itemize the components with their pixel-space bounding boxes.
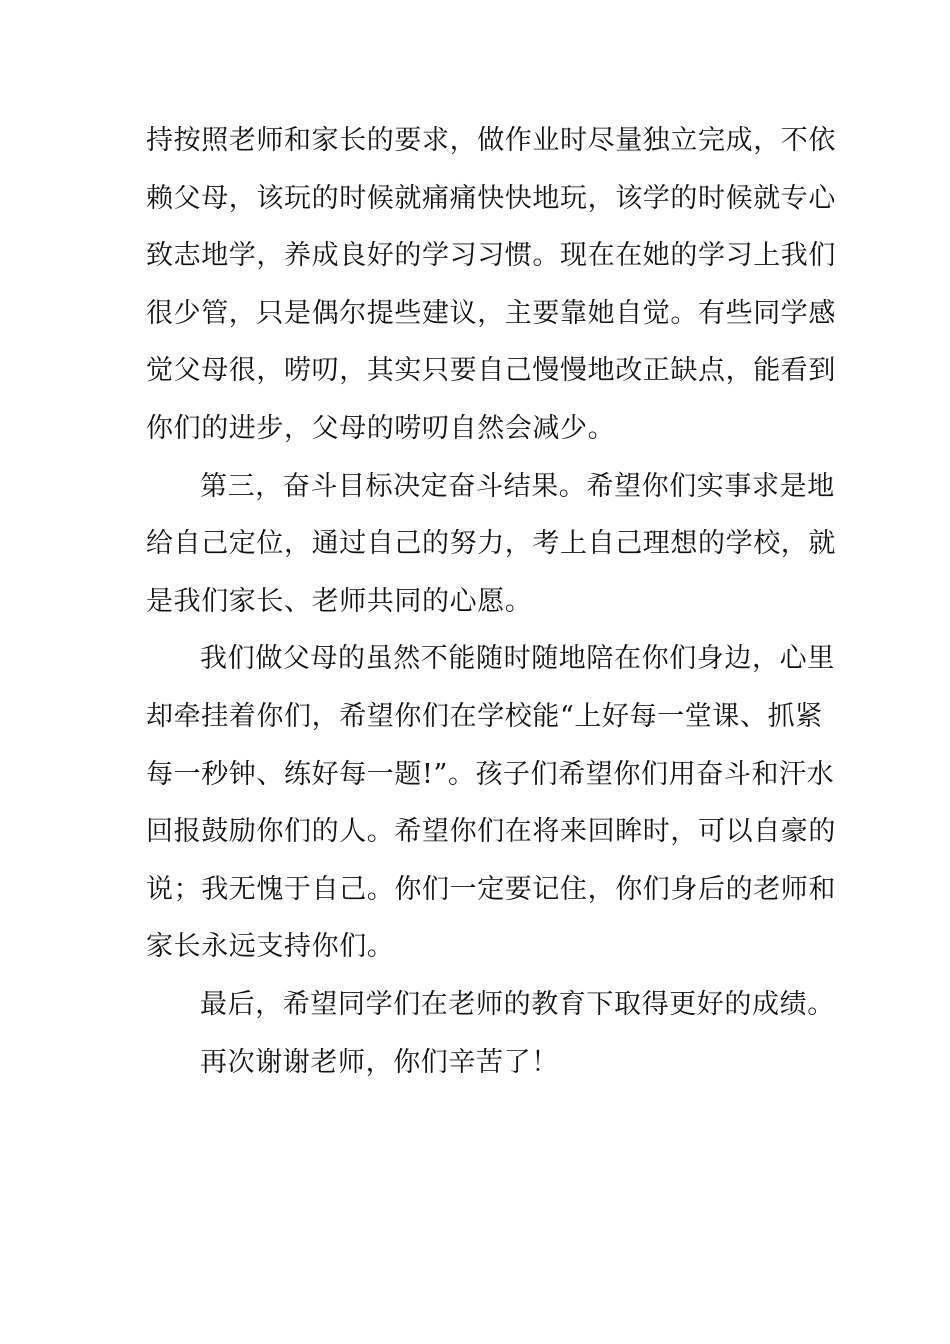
text-line: 很少管，只是偶尔提些建议，主要靠她自觉。有些同学感 xyxy=(146,297,836,329)
text-line: 是我们家长、老师共同的心愿。 xyxy=(146,585,533,617)
paragraph-3 xyxy=(146,630,836,976)
text-line: 持按照老师和家长的要求，做作业时尽量独立完成，不依 xyxy=(146,125,836,156)
paragraph-5 xyxy=(146,1034,808,1092)
text-line: 致志地学，养成良好的学习习惯。现在在她的学习上我们 xyxy=(146,240,836,272)
text-line: 家长永远支持你们。 xyxy=(146,931,395,963)
text-line: 你们的进步，父母的唠叨自然会减少。 xyxy=(146,412,616,444)
paragraph-4 xyxy=(146,976,835,1034)
text-line: 觉父母很，唠叨，其实只要自己慢慢地改正缺点，能看到 xyxy=(146,355,836,387)
text-line: 赖父母，该玩的时候就痛痛快快地玩，该学的时候就专心 xyxy=(146,182,836,214)
text-line: 给自己定位，通过自己的努力，考上自己理想的学校，就 xyxy=(146,528,836,560)
text-line: 再次谢谢老师，你们辛苦了！ xyxy=(200,1046,559,1078)
text-line: 回报鼓励你们的人。希望你们在将来回眸时，可以自豪的 xyxy=(146,816,836,848)
paragraph-1 xyxy=(146,112,836,458)
text-line: 我们做父母的虽然不能随时随地陪在你们身边，心里 xyxy=(200,643,835,675)
text-line: 却牵挂着你们，希望你们在学校能“上好每一堂课、抓紧 xyxy=(146,700,823,732)
paragraph-2 xyxy=(146,458,836,631)
text-line: 最后，希望同学们在老师的教育下取得更好的成绩。 xyxy=(200,988,835,1020)
document-body xyxy=(146,112,836,1091)
text-line: 第三，奋斗目标决定奋斗结果。希望你们实事求是地 xyxy=(200,470,835,502)
text-line: 说；我无愧于自己。你们一定要记住，你们身后的老师和 xyxy=(146,873,836,905)
text-line: 每一秒钟、练好每一题!”。孩子们希望你们用奋斗和汗水 xyxy=(146,758,835,790)
